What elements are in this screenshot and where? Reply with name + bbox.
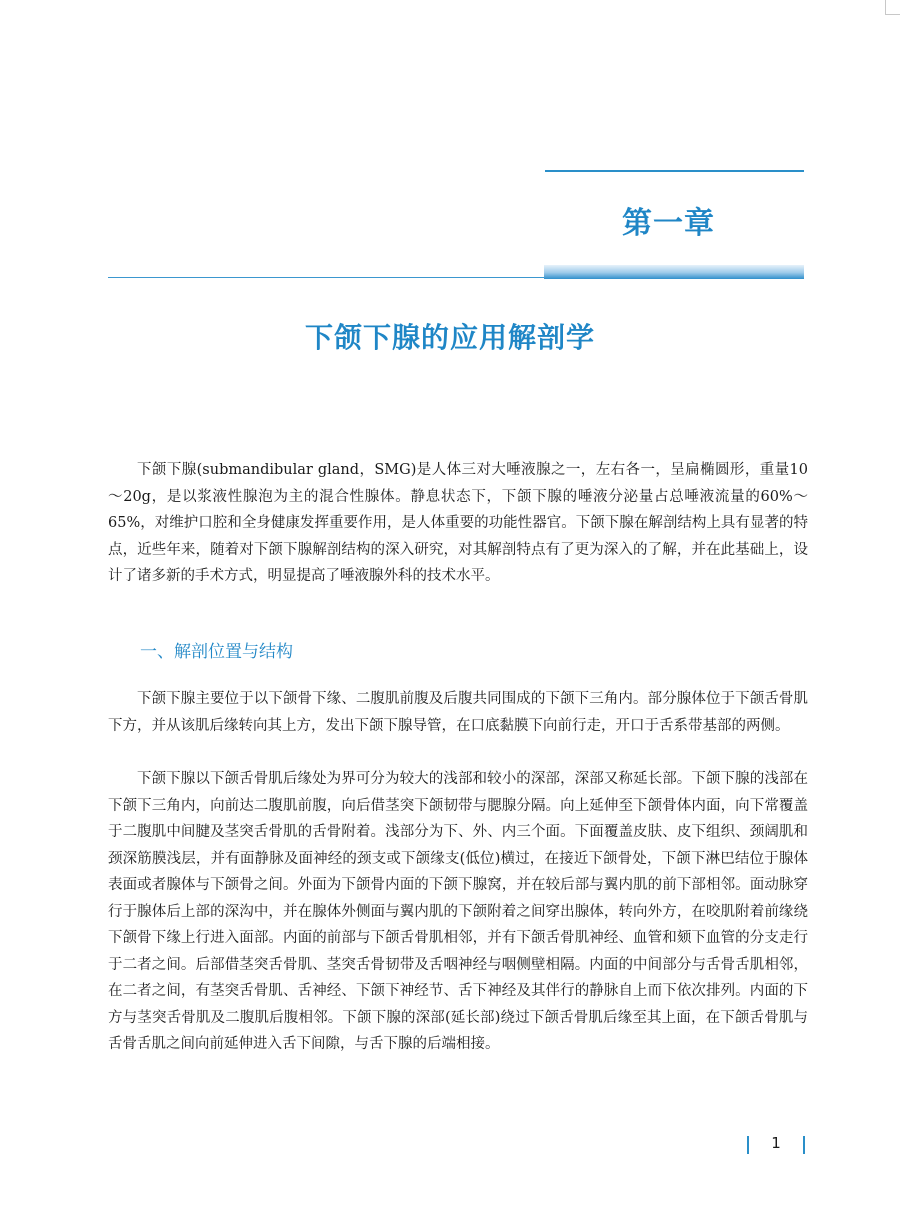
intro-paragraph: 下颌下腺(submandibular gland，SMG)是人体三对大唾液腺之一，左右各一，呈扁椭圆形，重量10～20g，是以浆液性腺泡为主的混合性腺体。静息状态下，下颌下腺的唾液分泌量占总唾液流量的60%～65%，对维护口腔和全身健康发挥重要作用，是人体重要的功能性器官。下颌下腺在解剖结构上具有显著的特点，近些年来，随着对下颌下腺解剖结构的深入研究，对其解剖特点有了更为深入的了解，并在此基础上，设计了诸多新的手术方式，明显提高了唾液腺外科的技术水平。 xyxy=(108,462,808,584)
chapter-top-rule xyxy=(545,170,804,172)
page-number-block xyxy=(747,1133,805,1155)
crop-mark xyxy=(885,0,900,15)
chapter-title: 下颌下腺的应用解剖学 xyxy=(304,321,595,354)
chapter-gradient-bar xyxy=(544,265,804,279)
section-heading: 一、解剖位置与结构 xyxy=(140,642,293,662)
page-number-right-bar xyxy=(803,1136,805,1154)
section-paragraph-2: 下颌下腺以下颌舌骨肌后缘处为界可分为较大的浅部和较小的深部，深部又称延长部。下颌下腺的浅部在下颌下三角内，向前达二腹肌前腹，向后借茎突下颌韧带与腮腺分隔。向上延伸至下颌骨体内面，向下常覆盖于二腹肌中间腱及茎突舌骨肌的舌骨附着。浅部分为下、外、内三个面。下面覆盖皮肤、皮下组织、颈阔肌和颈深筋膜浅层，并有面静脉及面神经的颈支或下颌缘支(低位)横过，在接近下颌骨处，下颌下淋巴结位于腺体表面或者腺体与下颌骨之间。外面为下颌骨内面的下颌下腺窝，并在较后部与翼内肌的前下部相邻。面动脉穿行于腺体后上部的深沟中，并在腺体外侧面与翼内肌的下颌附着之间穿出腺体，转向外方，在咬肌附着前缘绕下颌骨下缘上行进入面部。内面的前部与下颌舌骨肌相邻，并有下颌舌骨肌神经、血管和颏下血管的分支走行于二者之间。后部借茎突舌骨肌、茎突舌骨韧带及舌咽神经与咽侧壁相隔。内面的中间部分与舌骨舌肌相邻，在二者之间，有茎突舌骨肌、舌神经、下颌下神经节、舌下神经及其伴行的静脉自上而下依次排列。内面的下方与茎突舌骨肌及二腹肌后腹相邻。下颌下腺的深部(延长部)绕过下颌舌骨肌后缘至其上面，在下颌舌骨肌与舌骨舌肌之间向前延伸进入舌下间隙，与舌下腺的后端相接。 xyxy=(108,771,808,1052)
section-paragraph-1: 下颌下腺主要位于以下颌骨下缘、二腹肌前腹及后腹共同围成的下颌下三角内。部分腺体位于下颌舌骨肌下方，并从该肌后缘转向其上方，发出下颌下腺导管，在口底黏膜下向前行走，开口于舌系带基部的两侧。 xyxy=(108,691,808,734)
chapter-bottom-rule xyxy=(108,277,544,278)
chapter-label: 第一章 xyxy=(622,206,715,241)
page-number: 1 xyxy=(771,1134,781,1152)
